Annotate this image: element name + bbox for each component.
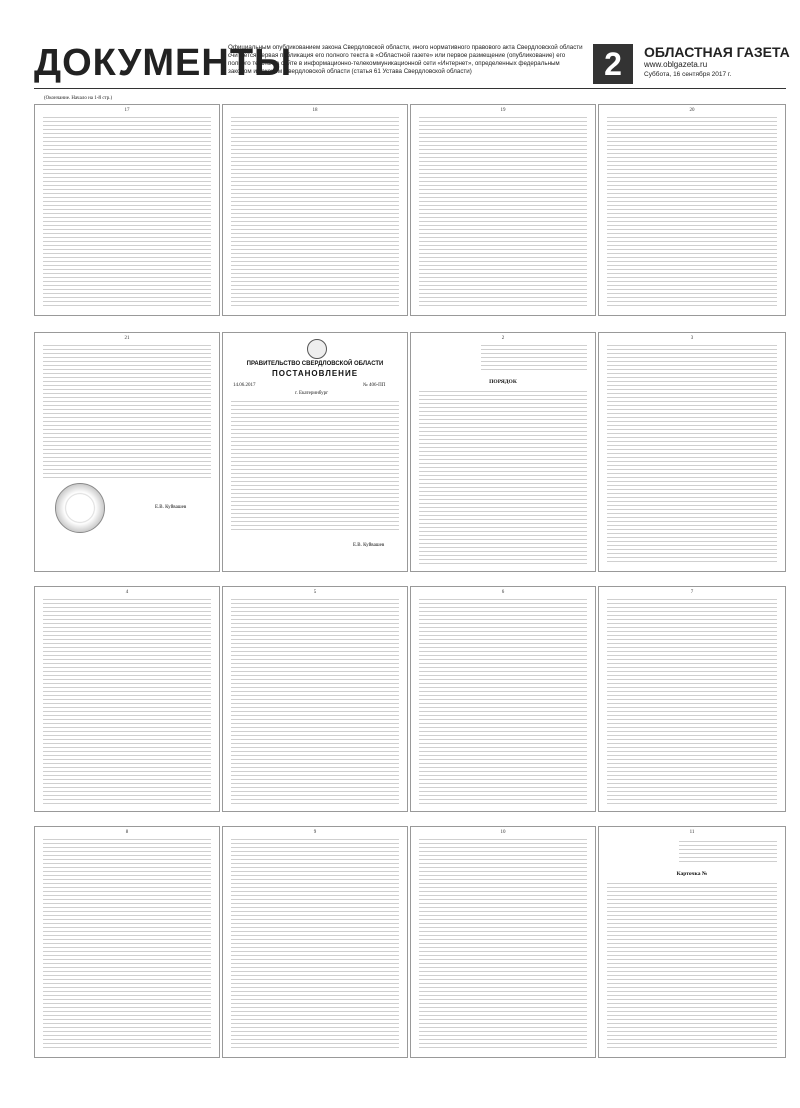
order-title: ПОРЯДОК	[489, 379, 517, 385]
continuation-note: (Окончание. Начало на 1-й стр.)	[44, 96, 113, 101]
text-block	[43, 345, 211, 481]
document-page-18	[222, 104, 408, 316]
text-block	[231, 839, 399, 1051]
document-page-2	[410, 332, 596, 572]
page-number: 3	[690, 336, 694, 341]
signature-name: Е.В. Куйвашев	[353, 543, 385, 548]
form-title: Карточка №	[676, 871, 708, 877]
page-number: 8	[125, 830, 129, 835]
document-page-19	[410, 104, 596, 316]
page-number: 4	[125, 590, 129, 595]
official-seal	[55, 483, 105, 533]
text-block	[231, 599, 399, 805]
page-number: 2	[501, 336, 505, 341]
appendix-block	[679, 841, 777, 863]
page-header	[0, 0, 800, 82]
form-fields	[607, 883, 777, 1051]
page-number: 10	[500, 830, 506, 835]
page-number: 19	[500, 108, 506, 113]
document-page-8	[34, 826, 220, 1058]
document-page-5	[222, 586, 408, 812]
issue-date: Суббота, 16 сентября 2017 г.	[644, 71, 732, 78]
page-number: 7	[690, 590, 694, 595]
document-page-21	[34, 332, 220, 572]
text-block	[419, 599, 587, 805]
document-page-9	[222, 826, 408, 1058]
text-block	[607, 599, 777, 805]
text-block	[231, 401, 399, 531]
page-number: 6	[501, 590, 505, 595]
newspaper-site[interactable]: www.oblgazeta.ru	[644, 60, 708, 69]
text-block	[419, 117, 587, 309]
text-block	[231, 117, 399, 309]
page-number: 20	[689, 108, 695, 113]
page-number: 11	[689, 830, 695, 835]
approval-block	[481, 345, 587, 371]
resolution-city: г. Екатеринбург	[295, 391, 329, 396]
resolution-number: № 406-ПП	[363, 383, 386, 388]
coat-of-arms-icon	[307, 339, 327, 359]
government-resolution-page	[222, 332, 408, 572]
document-page-4	[34, 586, 220, 812]
resolution-heading: ПОСТАНОВЛЕНИЕ	[271, 369, 359, 378]
publication-note: Официальным опубликованием закона Свердловской области, иного нормативного правового акта Свердловской области считается первая публикация его полного текста в «Областной газете» или первое размещение (опубликование) его полного текста на сайте в информационно-телекоммуникационной сети «Интернет», определенных федеральным законом и законом Свердловской области (статья 61 Устава Свердловской области)	[228, 44, 583, 75]
page-number: 5	[313, 590, 317, 595]
document-page-6	[410, 586, 596, 812]
document-page-20	[598, 104, 786, 316]
document-page-10	[410, 826, 596, 1058]
page-number: 18	[312, 108, 318, 113]
newspaper-name: ОБЛАСТНАЯ ГАЗЕТА	[644, 44, 790, 60]
page-number: 9	[313, 830, 317, 835]
document-page-17	[34, 104, 220, 316]
text-block	[607, 345, 777, 565]
resolution-date: 14.06.2017	[233, 383, 256, 388]
government-title: ПРАВИТЕЛЬСТВО СВЕРДЛОВСКОЙ ОБЛАСТИ	[246, 361, 384, 367]
header-divider	[34, 88, 786, 89]
section-title: ДОКУМЕНТЫ	[34, 42, 293, 84]
text-block	[43, 839, 211, 1051]
text-block	[43, 117, 211, 309]
text-block	[419, 839, 587, 1051]
document-page-3	[598, 332, 786, 572]
document-page-7	[598, 586, 786, 812]
text-block	[607, 117, 777, 309]
signature-name: Е.В. Куйвашев	[155, 505, 187, 510]
document-page-11-form	[598, 826, 786, 1058]
page-number: 17	[124, 108, 130, 113]
text-block	[419, 391, 587, 565]
page-number: 21	[124, 336, 130, 341]
newspaper-page-number: 2	[593, 44, 633, 84]
text-block	[43, 599, 211, 805]
